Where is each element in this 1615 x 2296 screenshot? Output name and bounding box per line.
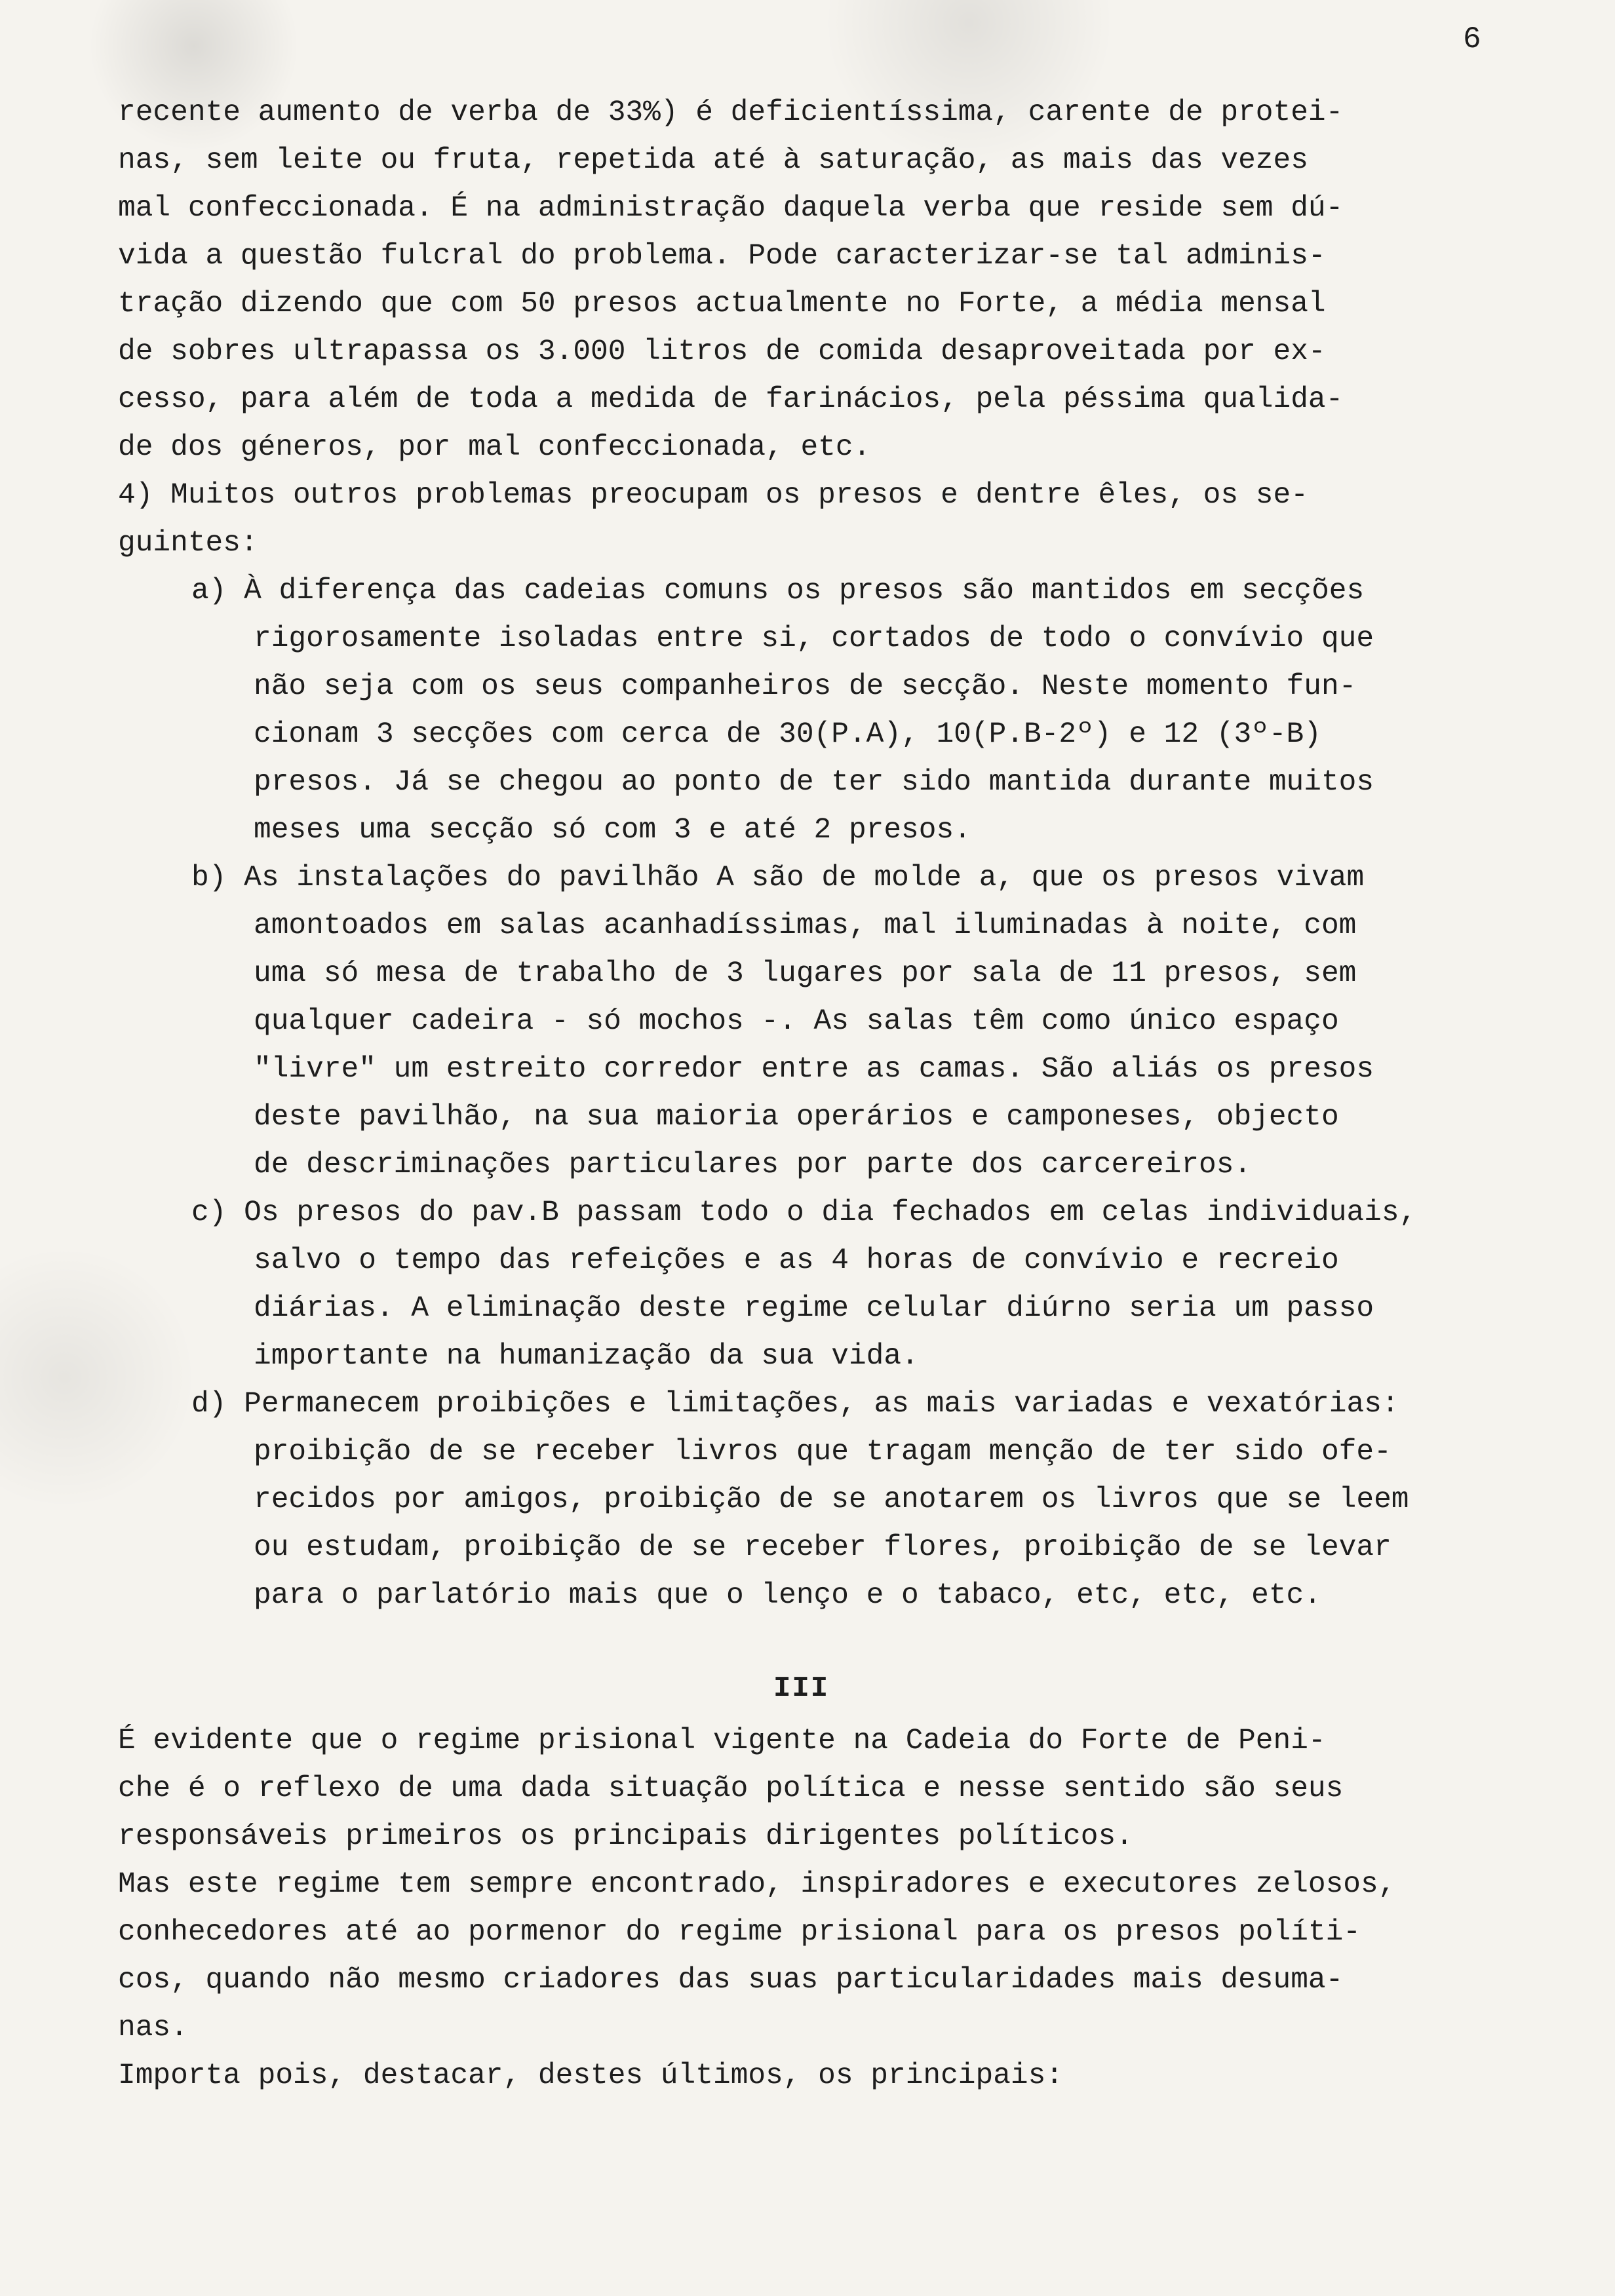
body-line: nas, sem leite ou fruta, repetida até à saturação, as mais das vezes <box>118 144 1308 177</box>
item-a-line: a) À diferença das cadeias comuns os presos são mantidos em secções <box>191 575 1365 607</box>
body-line: recente aumento de verba de 33%) é deficientíssima, carente de protei- <box>118 96 1344 129</box>
item-d-line: d) Permanecem proibições e limitações, as mais variadas e vexatórias: <box>191 1388 1399 1421</box>
item-d-line: ou estudam, proibição de se receber flores, proibição de se levar <box>254 1531 1391 1564</box>
body-line: tração dizendo que com 50 presos actualmente no Forte, a média mensal <box>118 288 1326 320</box>
item-a-line: cionam 3 secções com cerca de 30(P.A), 10(P.B-2º) e 12 (3º-B) <box>254 718 1321 751</box>
section-heading: III <box>773 1672 830 1705</box>
section-line: Importa pois, destacar, destes últimos, os principais: <box>118 2059 1064 2092</box>
body-line: guintes: <box>118 527 258 560</box>
section-line: nas. <box>118 2012 188 2044</box>
body-line: de dos géneros, por mal confeccionada, etc. <box>118 431 871 464</box>
item-c-line: salvo o tempo das refeições e as 4 horas de convívio e recreio <box>254 1244 1339 1277</box>
section-line: responsáveis primeiros os principais dirigentes políticos. <box>118 1820 1133 1853</box>
item-b-line: amontoados em salas acanhadíssimas, mal iluminadas à noite, com <box>254 909 1357 942</box>
section-line: É evidente que o regime prisional vigente na Cadeia do Forte de Peni- <box>118 1725 1326 1757</box>
item-b-line: "livre" um estreito corredor entre as camas. São aliás os presos <box>254 1053 1374 1086</box>
item-a-line: meses uma secção só com 3 e até 2 presos. <box>254 814 971 847</box>
item-a-line: presos. Já se chegou ao ponto de ter sido mantida durante muitos <box>254 766 1374 799</box>
item-b-line: b) As instalações do pavilhão A são de molde a, que os presos vivam <box>191 862 1365 894</box>
section-line: cos, quando não mesmo criadores das suas particularidades mais desuma- <box>118 1964 1344 1997</box>
item-c-line: diárias. A eliminação deste regime celular diúrno seria um passo <box>254 1292 1374 1325</box>
body-line: cesso, para além de toda a medida de farinácios, pela péssima qualida- <box>118 383 1344 416</box>
section-line: che é o reflexo de uma dada situação política e nesse sentido são seus <box>118 1772 1344 1805</box>
body-line: 4) Muitos outros problemas preocupam os presos e dentre êles, os se- <box>118 479 1308 512</box>
item-b-line: uma só mesa de trabalho de 3 lugares por sala de 11 presos, sem <box>254 957 1357 990</box>
item-b-line: qualquer cadeira - só mochos -. As salas têm como único espaço <box>254 1005 1339 1038</box>
body-line: mal confeccionada. É na administração daquela verba que reside sem dú- <box>118 192 1344 225</box>
item-b-line: deste pavilhão, na sua maioria operários e camponeses, objecto <box>254 1101 1339 1134</box>
item-a-line: rigorosamente isoladas entre si, cortados de todo o convívio que <box>254 622 1374 655</box>
body-line: vida a questão fulcral do problema. Pode caracterizar-se tal adminis- <box>118 240 1326 273</box>
body-line: de sobres ultrapassa os 3.000 litros de comida desaproveitada por ex- <box>118 335 1326 368</box>
item-b-line: de descriminações particulares por parte dos carcereiros. <box>254 1149 1252 1181</box>
item-d-line: recidos por amigos, proibição de se anotarem os livros que se leem <box>254 1483 1409 1516</box>
item-d-line: para o parlatório mais que o lenço e o tabaco, etc, etc, etc. <box>254 1579 1321 1612</box>
page-number: 6 <box>1463 22 1481 56</box>
item-a-line: não seja com os seus companheiros de secção. Neste momento fun- <box>254 670 1357 703</box>
item-c-line: importante na humanização da sua vida. <box>254 1340 919 1373</box>
item-d-line: proibição de se receber livros que tragam menção de ter sido ofe- <box>254 1436 1391 1468</box>
section-line: Mas este regime tem sempre encontrado, inspiradores e executores zelosos, <box>118 1868 1396 1901</box>
item-c-line: c) Os presos do pav.B passam todo o dia fechados em celas individuais, <box>191 1196 1417 1229</box>
section-line: conhecedores até ao pormenor do regime prisional para os presos políti- <box>118 1916 1361 1949</box>
